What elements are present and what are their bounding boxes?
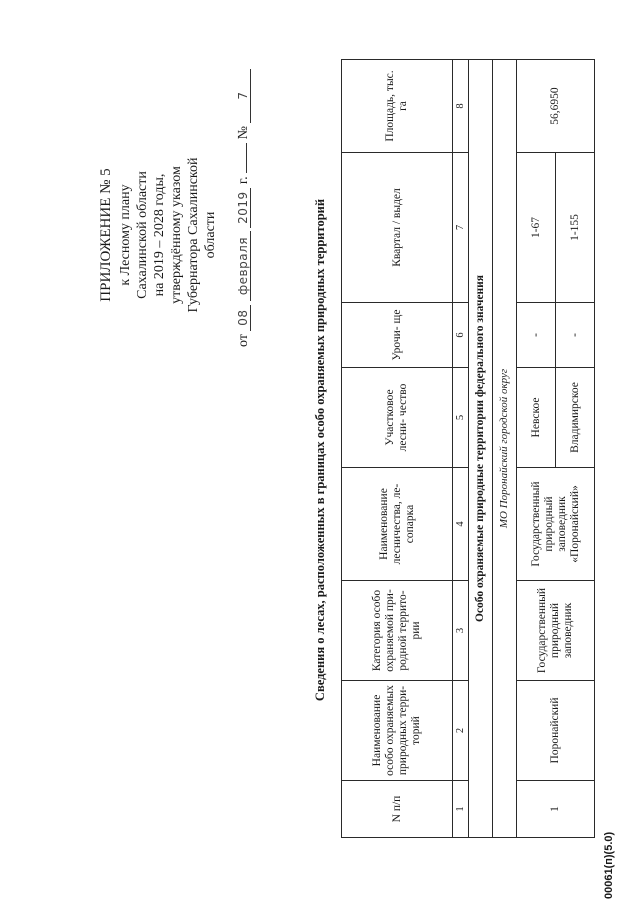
row-quarter: 1-67 xyxy=(517,153,556,303)
row-tract: - xyxy=(556,303,595,368)
row-number: 1 xyxy=(517,781,595,838)
appendix-line: к Лесному плану xyxy=(118,184,133,286)
section-row xyxy=(469,60,493,838)
row-area: 56,6950 xyxy=(517,60,595,153)
appendix-line: области xyxy=(203,211,218,259)
row-name: Поронайский xyxy=(517,681,595,781)
row-tract: - xyxy=(517,303,556,368)
column-number: 6 xyxy=(453,303,469,368)
row-district: Владимирское xyxy=(556,368,595,468)
signoff-year-suffix: г. xyxy=(236,176,251,185)
appendix-title: ПРИЛОЖЕНИЕ № 5 xyxy=(98,168,114,302)
signoff-prefix: от xyxy=(236,334,251,347)
row-district: Невское xyxy=(517,368,556,468)
table-row xyxy=(517,60,556,838)
appendix-line: Сахалинской области xyxy=(135,171,150,299)
table-title: Сведения о лесах, расположенных в границах особо охраняемых природных территорий xyxy=(313,198,327,702)
column-number: 1 xyxy=(453,781,469,838)
appendix-line: утверждённому указом xyxy=(169,166,184,304)
header-cell: N п/п xyxy=(342,781,453,838)
header-cell: Участковое лесни- чество xyxy=(342,368,453,468)
row-forestry: Государственный природный заповедник «Поронайский» xyxy=(517,468,595,581)
column-number: 7 xyxy=(453,153,469,303)
municipality-row xyxy=(493,60,517,838)
column-number: 5 xyxy=(453,368,469,468)
column-number: 3 xyxy=(453,581,469,681)
header-cell: Урочи- ще xyxy=(342,303,453,368)
appendix-line: Губернатора Сахалинской xyxy=(186,157,201,313)
signoff-number-sign: № xyxy=(236,126,251,140)
signoff-day: 08 xyxy=(236,305,251,331)
table-header-row xyxy=(342,60,453,838)
header-cell: Квартал / выдел xyxy=(342,153,453,303)
row-category: Государственный природный заповедник xyxy=(517,581,595,681)
municipality-heading: МО Поронайский городской округ xyxy=(493,60,517,838)
column-number: 8 xyxy=(453,60,469,153)
row-quarter: 1-155 xyxy=(556,153,595,303)
header-cell: Площадь, тыс. га xyxy=(342,60,453,153)
signoff-year: 2019 xyxy=(236,188,251,228)
appendix-block xyxy=(98,85,219,385)
header-cell: Наименование особо охраняемых природных терри- торий xyxy=(342,681,453,781)
signoff-line xyxy=(236,47,252,347)
protected-areas-table xyxy=(341,59,595,838)
column-number: 4 xyxy=(453,468,469,581)
form-code: 00061(п)(5.0) xyxy=(603,831,615,899)
appendix-line: на 2019 – 2028 годы, xyxy=(152,173,167,297)
signoff-number: 7 xyxy=(236,69,251,123)
column-number-row xyxy=(453,60,469,838)
section-heading: Особо охраняемые природные территории федерального значения xyxy=(469,60,493,838)
signoff-month: февраля xyxy=(236,231,251,301)
header-cell: Категория особо охраняемой при- родной террито- рии xyxy=(342,581,453,681)
header-cell: Наименование лесничества, ле- сопарка xyxy=(342,468,453,581)
column-number: 2 xyxy=(453,681,469,781)
